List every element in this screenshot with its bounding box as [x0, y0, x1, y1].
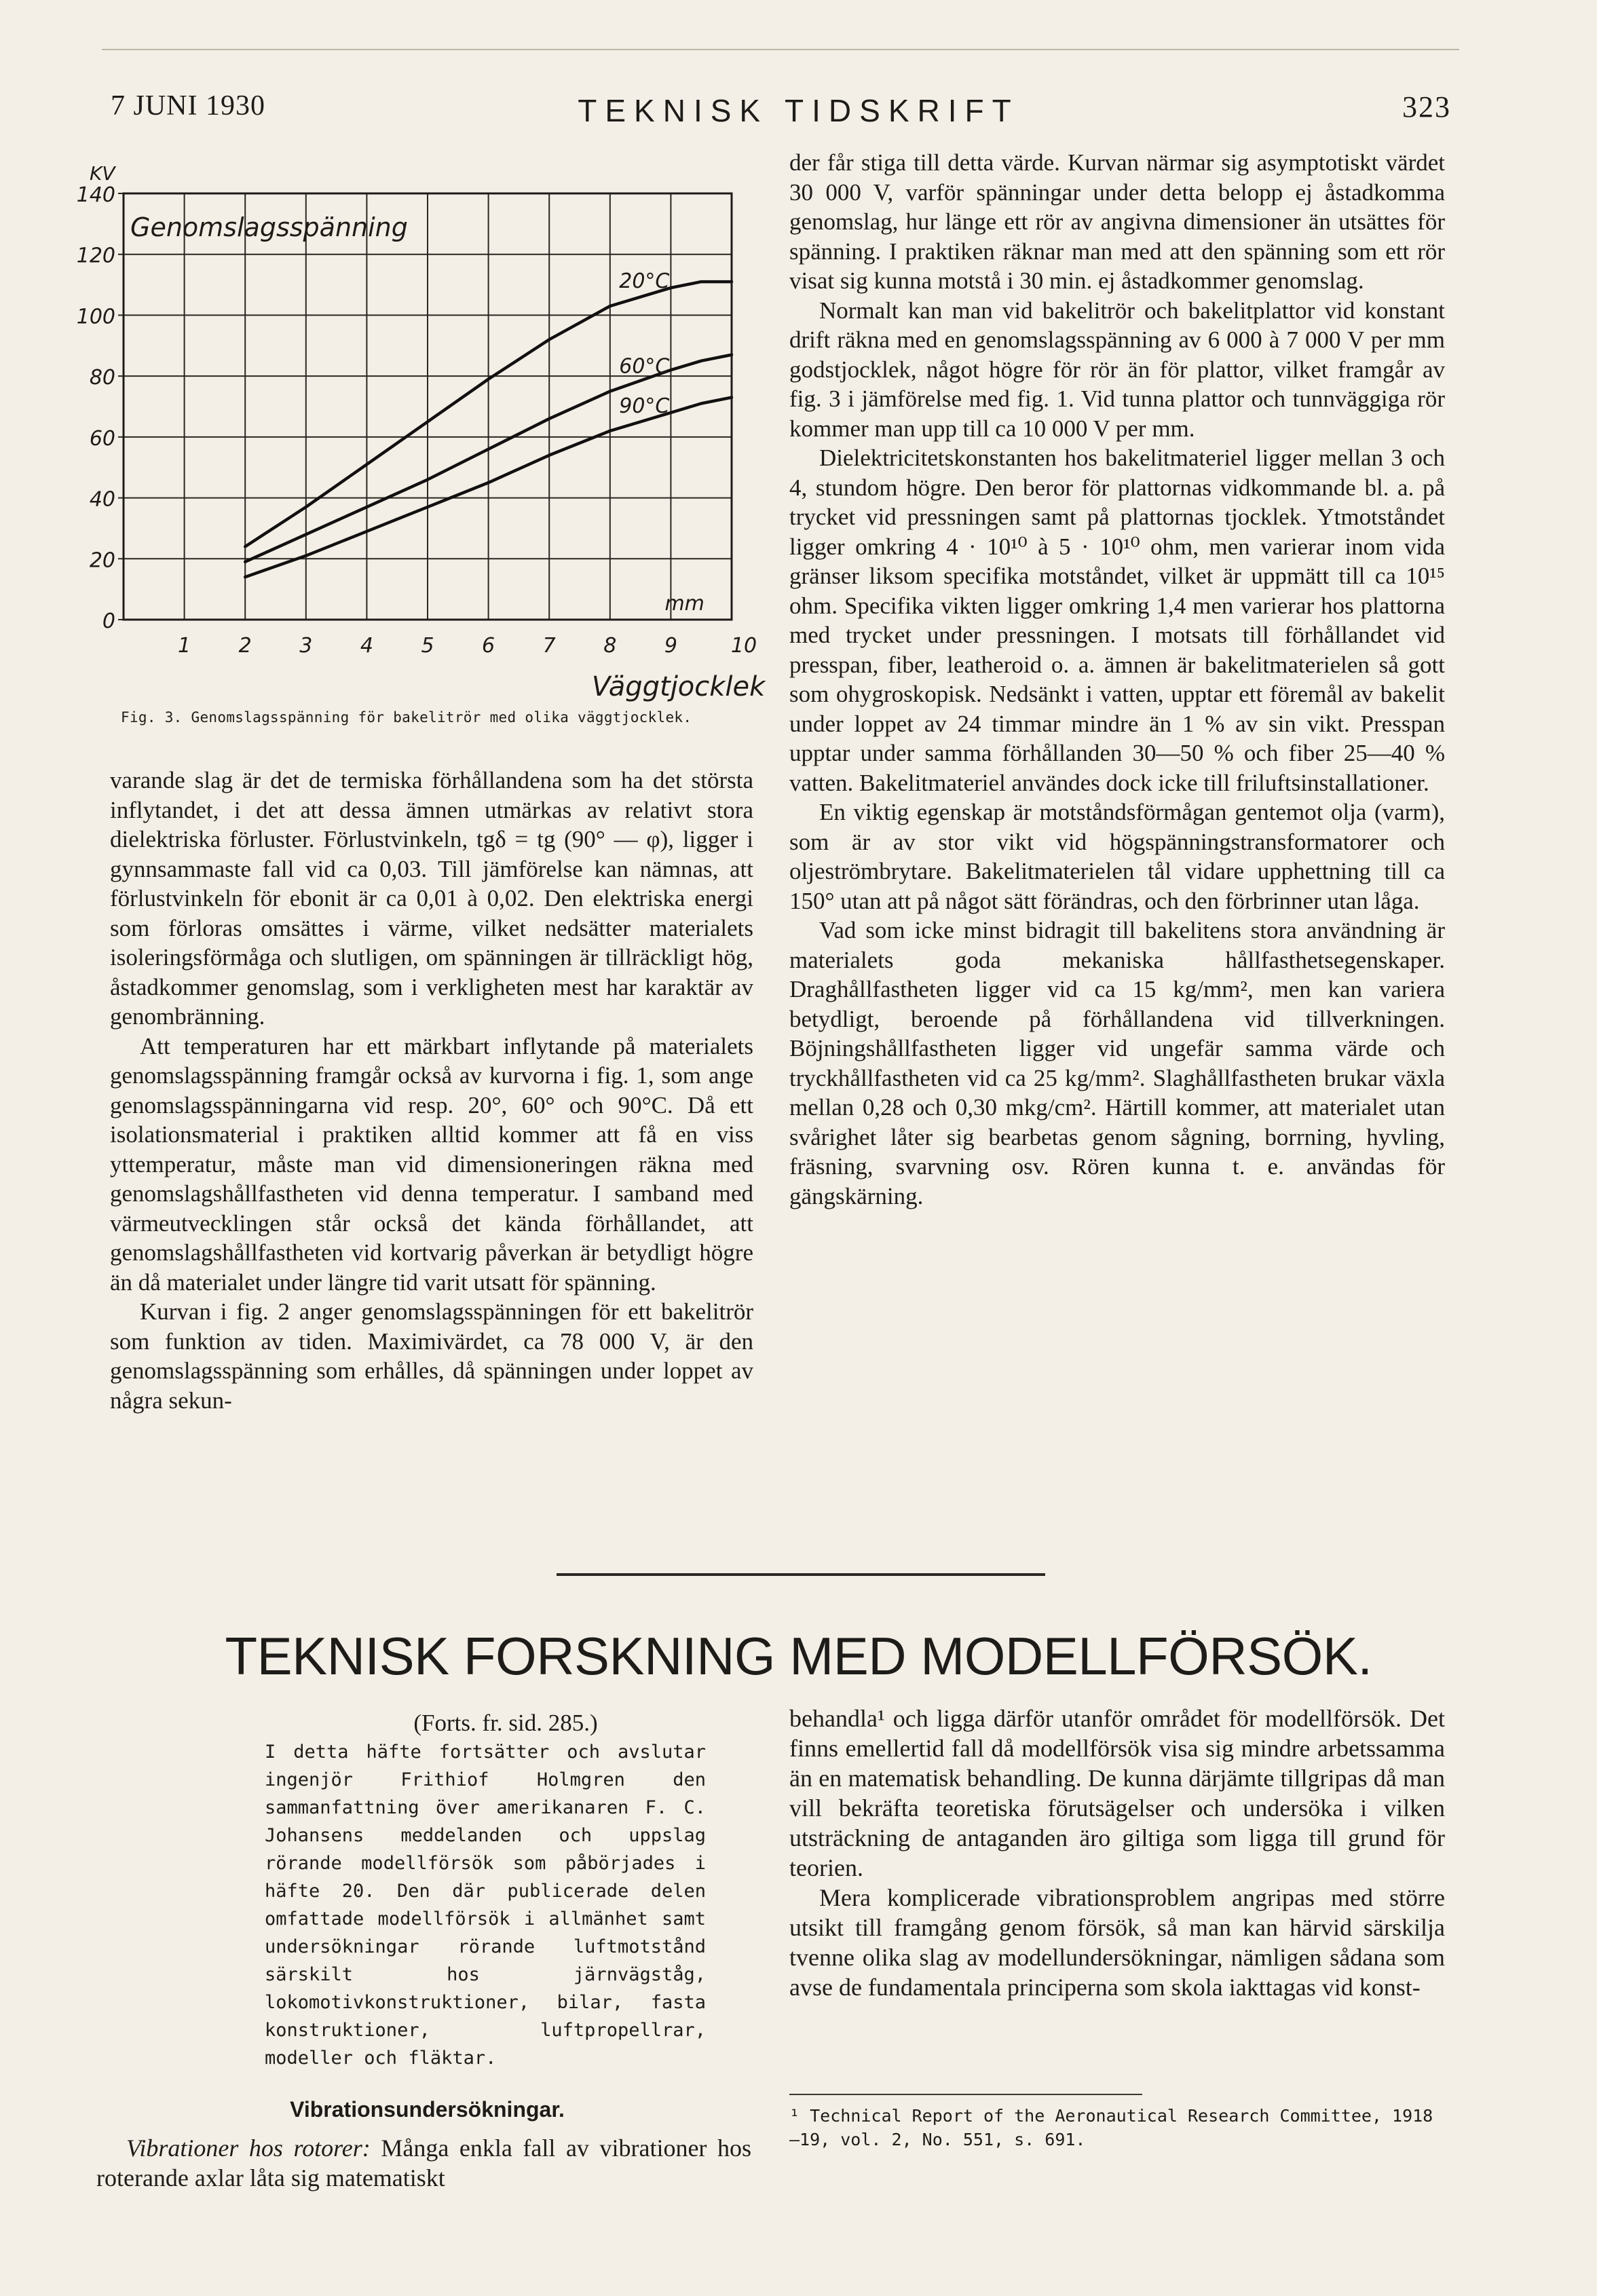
x-tick-label: 9	[664, 634, 677, 658]
x-tick-label: 8	[603, 634, 617, 658]
y-tick-label: 0	[102, 609, 115, 633]
x-tick-label: 6	[482, 634, 495, 658]
header-page-number: 323	[1402, 90, 1451, 124]
section-divider	[557, 1573, 1045, 1576]
paragraph: Vad som icke minst bidragit till bakelitens stora användning är materialets goda mekaniska hållfasthetsegenskaper. Draghållfastheten ligger vid ca 15 kg/mm², men kan variera betydligt, beroende på förhållandena vid tillverkningen. Böjningshållfastheten ligger vid ungefär samma värde och tryckhållfastheten vid ca 25 kg/mm². Slaghållfastheten brukar växla mellan 0,28 och 0,30 mkg/cm². Härtill kommer, att materialet utan svårighet låter sig bearbetas genom sågning, borrning, hyvling, fräsning, svarvning osv. Rören kunna t. e. användas för gängskärning.	[789, 917, 1445, 1209]
paragraph: Normalt kan man vid bakelitrör och bakelitplattor vid konstant drift räkna med en genomslagsspänning av 6 000 à 7 000 V per mm godstjocklek, något högre för rör än för plattor, vilket framgår av fig. 3 i jämförelse med fig. 1. Vid tunna plattor och tunnväggiga rör kommer man upp till ca 10 000 V per mm.	[789, 297, 1445, 442]
paragraph: Att temperaturen har ett märkbart inflytande på materialets genomslagsspänning framgår också av kurvorna i fig. 1, som ange genomslagsspänningarna vid resp. 20°, 60° och 90°C. Då ett isolationsmaterial i praktiken alltid kommer att få en viss yttemperatur, måste man vid dimensioneringen räkna med genomslagshållfastheten vid denna temperatur. I samband med värmeutvecklingen står också det kända förhållandet, att genomslagshållfastheten vid kortvarig påverkan är betydligt högre än då materialet under längre tid varit utsatt för spänning.	[110, 1032, 753, 1296]
x-tick-label: 3	[299, 634, 313, 658]
paragraph: varande slag är det de termiska förhållandena som ha det största inflytandet, i det att dessa ämnen utmärkas av relativt stora dielektriska förluster. Förlustvinkeln, tgδ = tg (90° — φ), ligger i gynnsammaste fall vid ca 0,03. Till jämförelse kan nämnas, att förlustvinkeln för ebonit är ca 0,01 à 0,02. Den elektriska energi som förloras omsättes i värme, vilket nedsätter materialets isoleringsförmåga och slutligen, om spänningen är tillräckligt hög, åstadkommer genomslag, som i verkligheten mest har karaktär av genombränning.	[110, 767, 753, 1030]
paragraph: der får stiga till detta värde. Kurvan närmar sig asymptotiskt värdet 30 000 V, varför spänningar under detta belopp ej åstadkomma genomslag, hur länge ett rör av angivna dimensioner än utsättes för spänning. I praktiken räknar man med att den spänning som ett rör visat sig kunna motstå i 30 min. ej åstadkommer genomslag.	[789, 149, 1445, 294]
paragraph: Mera komplicerade vibrationsproblem angripas med större utsikt till framgång genom försök, så man kan härvid särskilja tvenne olika slag av modellundersökningar, nämligen sådana som avse de fundamentala principerna som skola iakttagas vid konst-	[789, 1884, 1445, 2001]
paragraph	[96, 2133, 751, 2193]
chart-svg	[76, 153, 767, 709]
x-axis-label: Väggtjocklek	[591, 671, 766, 702]
series-label: 90°C	[619, 394, 670, 418]
paragraph: Kurvan i fig. 2 anger genomslagsspänningen för ett bakelitrör som funktion av tiden. Maximivärdet, ca 78 000 V, är den genomslagsspänning som erhålles, då spänningen under loppet av några sekun-	[110, 1298, 753, 1414]
header-journal-title: TEKNISK TIDSKRIFT	[578, 93, 1019, 128]
footnote-rule	[789, 2094, 1142, 2095]
header-date: 7 JUNI 1930	[111, 90, 265, 121]
y-tick-label: 80	[89, 366, 115, 390]
x-tick-label: 4	[360, 634, 373, 658]
paragraph: behandla¹ och ligga därför utanför området för modellförsök. Det finns emellertid fall då modellförsök visa sig mindre arbetssamma än en matematisk behandling. De kunna därjämte tillgripas då man vill bekräfta teoretiska förutsägelser och undersöka i vilken utsträckning de antaganden äro giltiga som ligga till grund för teorien.	[789, 1705, 1445, 1881]
y-axis-label: KV	[90, 162, 115, 185]
y-tick-label: 140	[76, 183, 115, 207]
y-tick-label: 60	[89, 426, 115, 451]
paragraph: En viktig egenskap är motståndsförmågan gentemot olja (varm), som är av stor vikt vid högspänningstransformatorer och oljeströmbrytare. Bakelitmaterielen tål vidare upphettning till ca 150° utan att på något sätt förändras, och den förbrinner utan låga.	[789, 799, 1445, 914]
y-tick-label: 20	[89, 548, 115, 573]
figure-3-chart	[76, 153, 767, 709]
chart-title: Genomslagsspänning	[130, 212, 408, 242]
x-tick-label: 1	[178, 634, 191, 658]
subheading: Vibrationsundersökningar.	[290, 2097, 565, 2122]
y-tick-label: 40	[89, 487, 115, 512]
section-column-left	[96, 1709, 751, 2193]
series-label: 20°C	[619, 269, 670, 294]
x-unit-label: mm	[664, 592, 704, 616]
article-column-right	[789, 148, 1445, 1211]
paragraph: Dielektricitetskonstanten hos bakelitmateriel ligger mellan 3 och 4, stundom högre. Den beror för plattornas vidkommande bl. a. på trycket vid pressningen samt på plattornas tjocklek. Ytmotståndet ligger omkring 4 · 10¹⁰ à 5 · 10¹⁰ ohm, men varierar inom vida gränser liksom specifika motståndet, vilket är uppmätt till ca 10¹⁵ ohm. Specifika vikten ligger omkring 1,4 men varierar hos plattorna med trycket under pressningen. I motsats till förhållandet vid presspan, fiber, leatheroid o. a. ämnen är bakelitmaterielen så gott som ohygroskopisk. Nedsänkt i vatten, upptar ett föremål av bakelit under loppet av 24 timmar mindre än 1 % av sin vikt. Presspan upptar under samma förhållanden 30—50 % och fiber 25—40 % vatten. Bakelitmateriel användes dock icke till friluftsinstallationer.	[789, 445, 1445, 796]
x-tick-label: 5	[421, 634, 434, 658]
intro-text: I detta häfte fortsätter och avslutar ingenjör Frithiof Holmgren den sammanfattning över amerikanaren F. C. Johansens meddelanden och uppslag rörande modellförsök som påbörjades i häfte 20. Den där publicerade delen omfattade modellförsök i allmänhet samt undersökningar rörande luftmotstånd särskilt hos järnvägståg, lokomotivkonstruktioner, bilar, fasta konstruktioner, luftpropellrar, modeller och fläktar.	[265, 1742, 706, 2069]
article-column-left	[110, 766, 753, 1415]
y-tick-label: 120	[76, 244, 115, 268]
series-label: 60°C	[619, 354, 670, 379]
lead-italic: Vibrationer hos rotorer:	[126, 2134, 371, 2162]
y-tick-label: 100	[76, 305, 115, 329]
section-title: TEKNISK FORSKNING MED MODELLFÖRSÖK.	[225, 1626, 1372, 1686]
x-tick-label: 10	[730, 634, 757, 658]
section-column-right	[789, 1704, 1445, 2002]
top-rule	[102, 49, 1459, 50]
x-tick-label: 2	[238, 634, 252, 658]
section-intro	[265, 1709, 706, 2072]
continued-note: (Forts. fr. sid. 285.)	[413, 1710, 598, 1736]
lead-text: Många enkla fall av vibrationer hos roterande axlar låta sig matematiskt	[96, 2134, 751, 2191]
footnote: ¹ Technical Report of the Aeronautical Research Committee, 1918—19, vol. 2, No. 551, s. 691.	[789, 2106, 1433, 2149]
figure-caption: Fig. 3. Genomslagsspänning för bakelitrör med olika väggtjocklek.	[121, 709, 692, 726]
x-tick-label: 7	[542, 634, 556, 658]
